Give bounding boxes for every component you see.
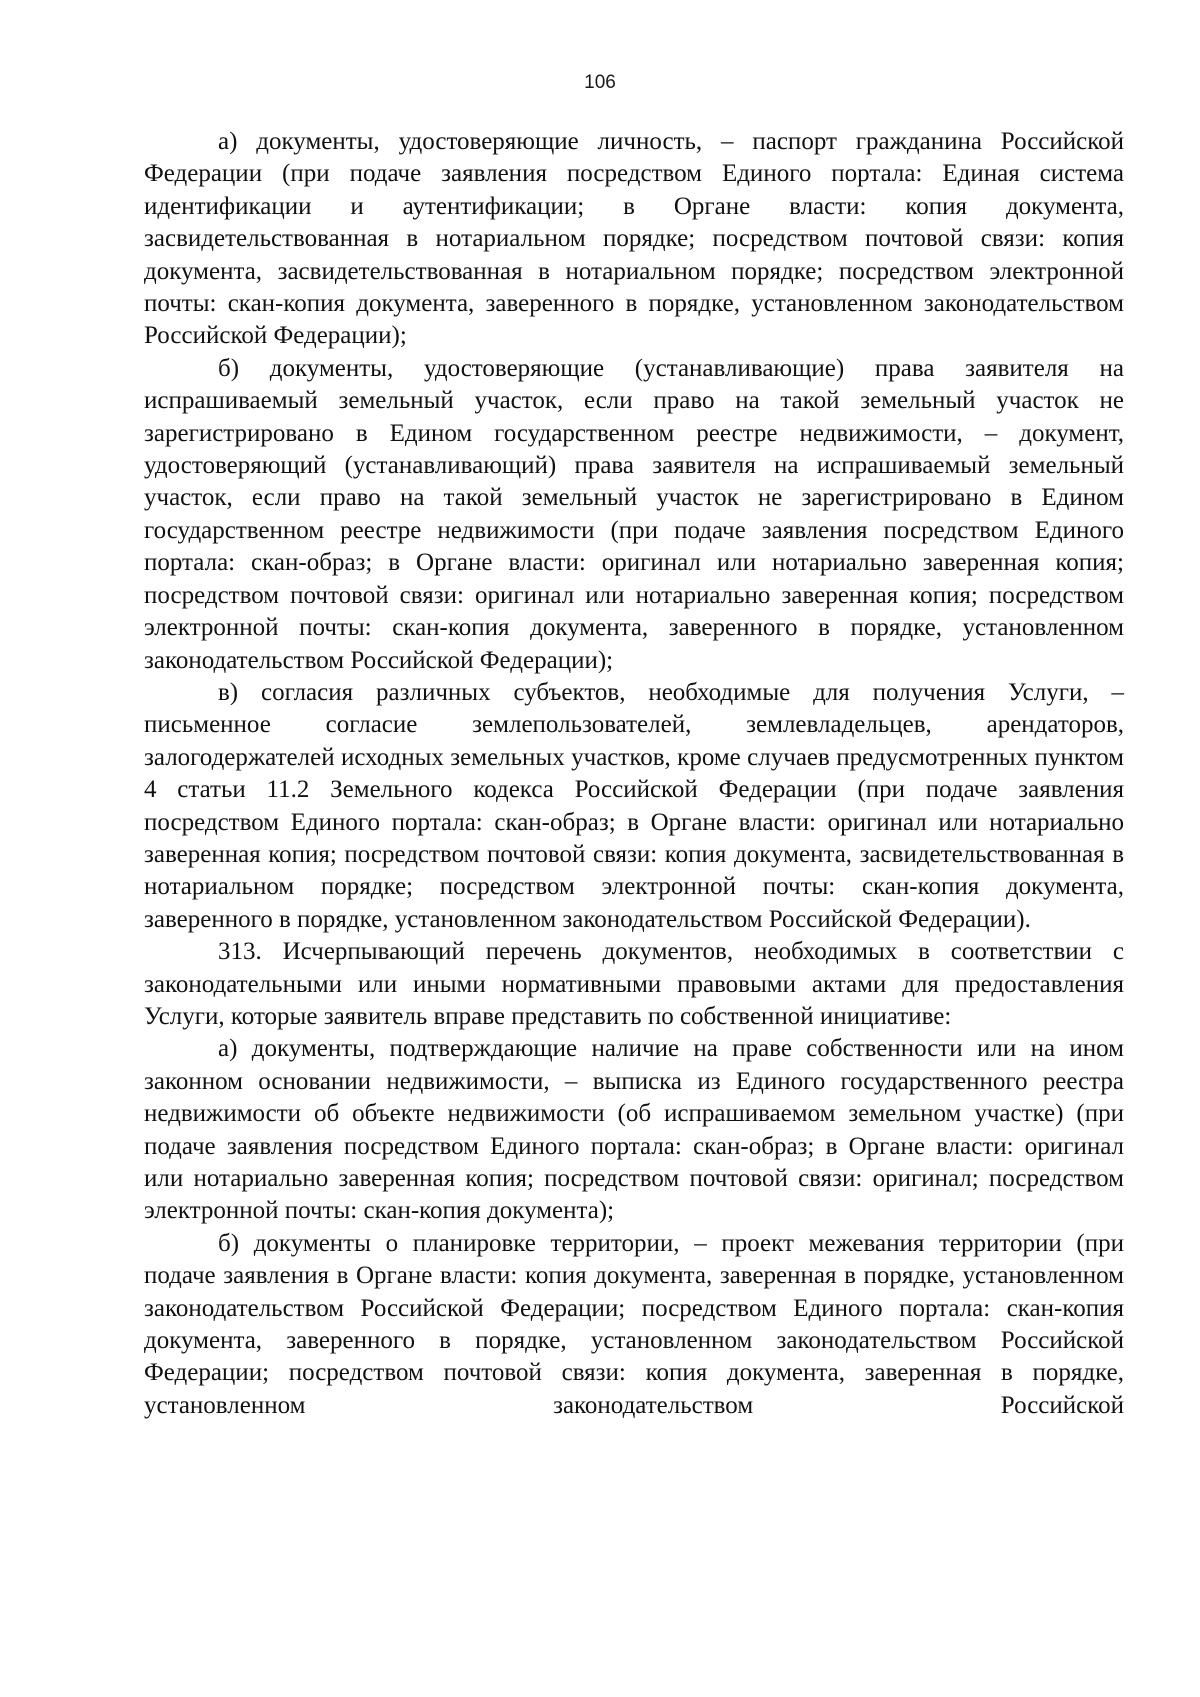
paragraph-b-territory-planning: б) документы о планировке территории, – проект межевания территории (при подаче заявления в Органе власти: копия документа, заверенная в порядке, установленном законодательством Российской Федерации; посредством Единого портала: скан-копия документа, заверенного в порядке, установленном законодательством Российской Федерации; посредством почтовой связи: копия документа, заверенная в порядке, установленном законодательством Российской bbox=[144, 1229, 1124, 1419]
paragraph-b-land-rights-documents: б) документы, удостоверяющие (устанавливающие) права заявителя на испрашиваемый земельный участок, если право на такой земельный участок не зарегистрировано в Едином государственном реестре недвижимости, – документ, удостоверяющий (устанавливающий) права заявителя на испрашиваемый земельный участок, если право на такой земельный участок не зарегистрировано в Едином государственном реестре недвижимости (при подаче заявления посредством Единого портала: скан-образ; в Органе власти: оригинал или нотариально заверенная копия; посредством почтовой связи: оригинал или нотариально заверенная копия; посредством электронной почты: скан-копия документа, заверенного в порядке, установленном законодательством Российской Федерации); bbox=[144, 354, 1124, 674]
paragraph-a-property-documents: а) документы, подтверждающие наличие на праве собственности или на ином законном основании недвижимости, – выписка из Единого государственного реестра недвижимости об объекте недвижимости (об испрашиваемом земельном участке) (при подаче заявления посредством Единого портала: скан-образ; в Органе власти: оригинал или нотариально заверенная копия; посредством почтовой связи: оригинал; посредством электронной почты: скан-копия документа); bbox=[144, 1035, 1124, 1225]
paragraph-a-identity-documents: а) документы, удостоверяющие личность, – паспорт гражданина Российской Федерации (при подаче заявления посредством Единого портала: Единая система идентификации и аутентификации; в Органе власти: копия документа, засвидетельствованная в нотариальном порядке; посредством почтовой связи: копия документа, засвидетельствованная в нотариальном порядке; посредством электронной почты: скан-копия документа, заверенного в порядке, установленном законодательством Российской Федерации); bbox=[144, 128, 1124, 350]
document-body bbox=[144, 126, 1124, 1422]
page-number: 106 bbox=[584, 72, 616, 93]
paragraph-313-document-list: 313. Исчерпывающий перечень документов, необходимых в соответствии с законодательными или иными нормативными правовыми актами для предоставления Услуги, которые заявитель вправе представить по собственной инициативе: bbox=[144, 938, 1124, 1030]
paragraph-v-consents: в) согласия различных субъектов, необходимые для получения Услуги, – письменное согласие землепользователей, землевладельцев, арендаторов, залогодержателей исходных земельных участков, кроме случаев предусмотренных пунктом 4 статьи 11.2 Земельного кодекса Российской Федерации (при подаче заявления посредством Единого портала: скан-образ; в Органе власти: оригинал или нотариально заверенная копия; посредством почтовой связи: копия документа, засвидетельствованная в нотариальном порядке; посредством электронной почты: скан-копия документа, заверенного в порядке, установленном законодательством Российской Федерации). bbox=[144, 678, 1124, 933]
